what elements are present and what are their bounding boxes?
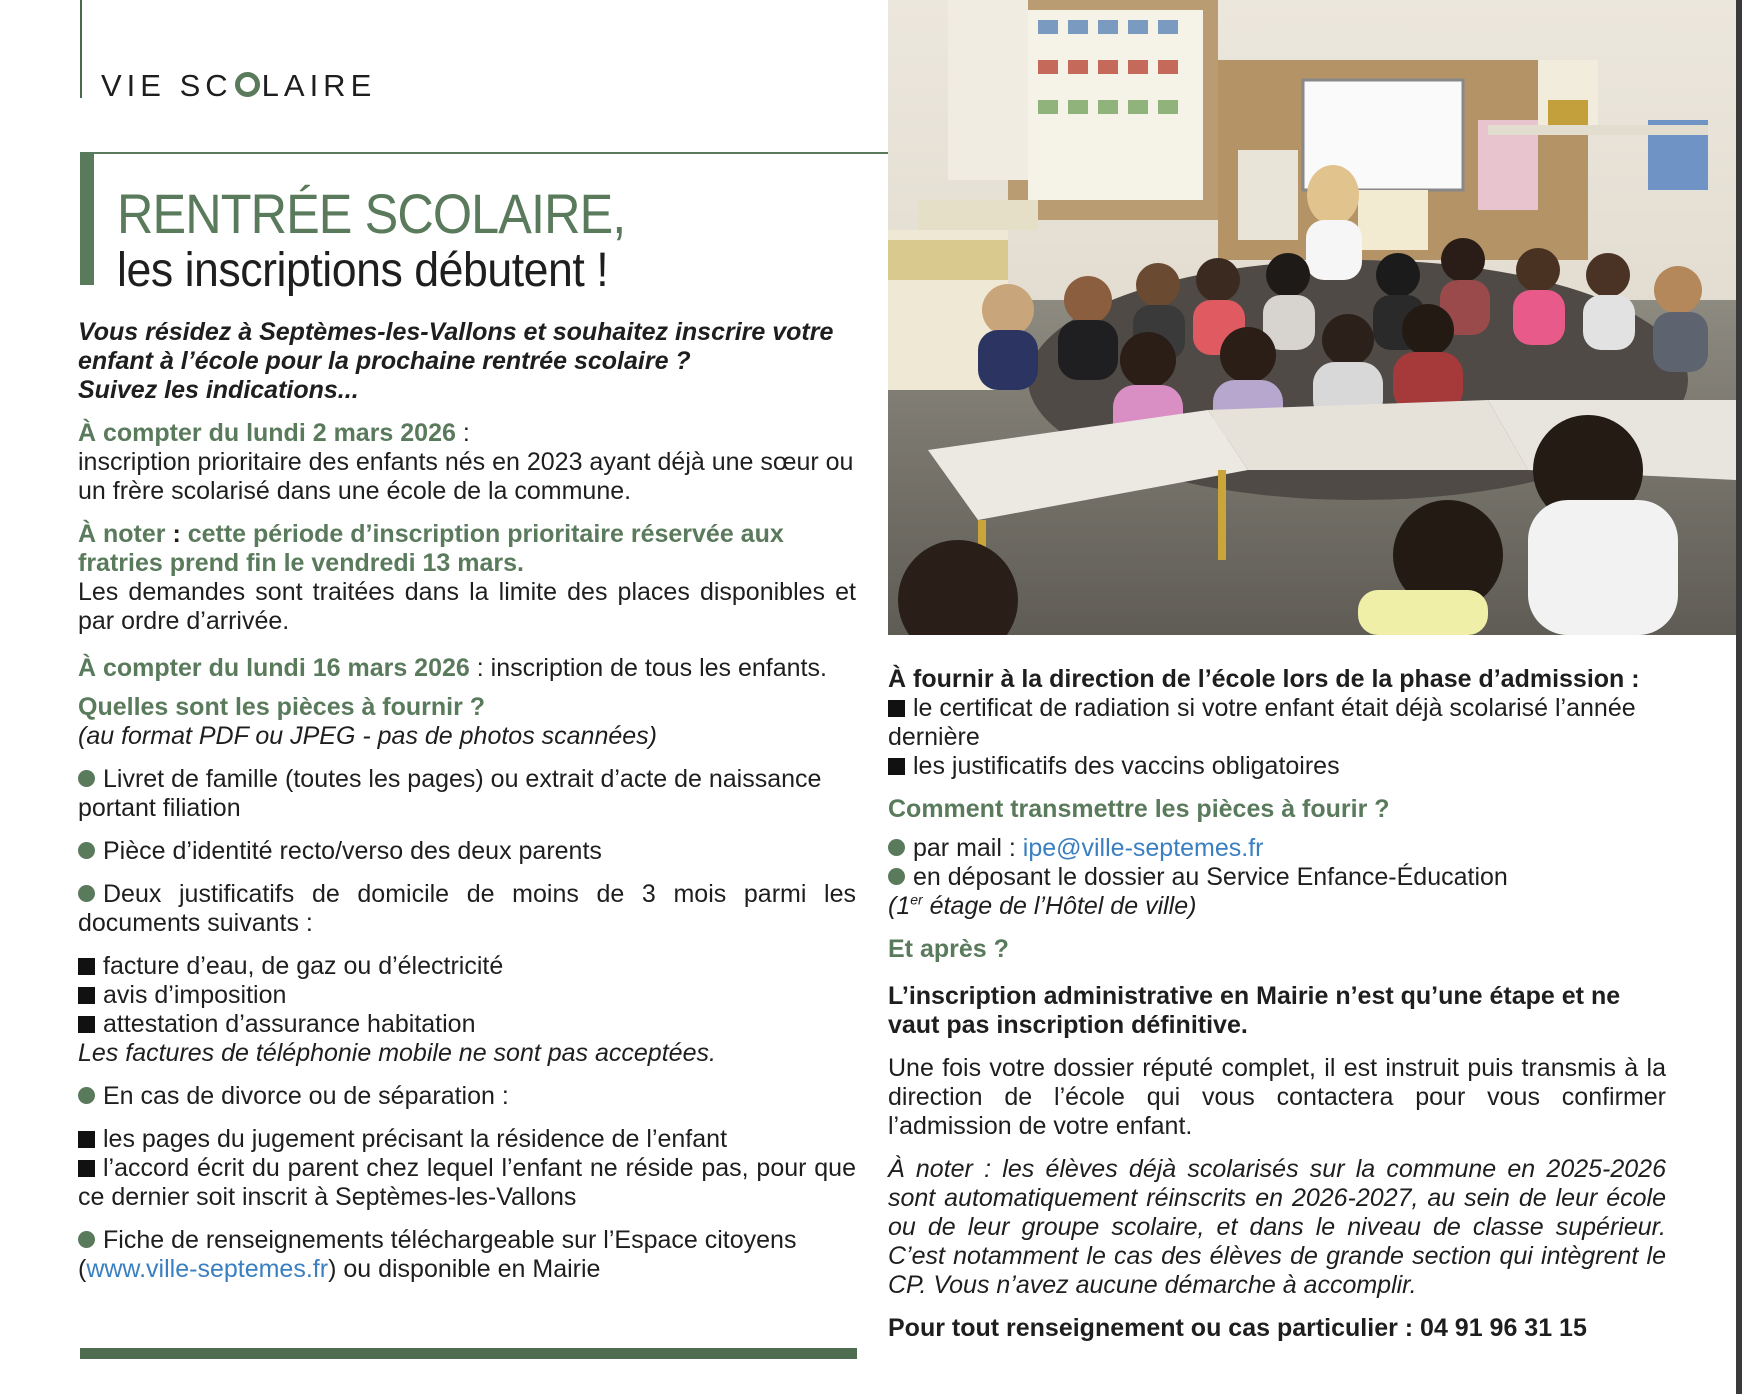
after-bold: L’inscription administrative en Mairie n’est qu’une étape et ne vaut pas inscription définitive.	[888, 982, 1621, 1039]
title-accent-bar	[80, 152, 94, 285]
contact-line: Pour tout renseignement ou cas particulier : 04 91 96 31 15	[888, 1314, 1587, 1342]
sub-item-text: facture d’eau, de gaz ou d’électricité	[103, 952, 504, 980]
page-title: RENTRÉE SCOLAIRE,	[117, 182, 626, 245]
bottom-rule	[80, 1348, 857, 1359]
transmit-heading: Comment transmettre les pièces à fourir ?	[888, 795, 1390, 823]
list-item	[78, 880, 856, 938]
right-column	[888, 665, 1666, 1343]
page-subtitle: les inscriptions débutent !	[117, 244, 609, 297]
list-item	[888, 834, 1666, 863]
section-label: VIE SC LAIRE	[101, 68, 377, 103]
date-heading-1: À compter du lundi 2 mars 2026	[78, 419, 456, 447]
website-link[interactable]: www.ville-septemes.fr	[86, 1255, 329, 1283]
square-bullet-icon	[78, 1131, 95, 1148]
sub-item	[78, 952, 856, 981]
list-item	[78, 837, 856, 866]
floor-open: (1	[888, 892, 911, 920]
list-item-text: en déposant le dossier au Service Enfance-Éducation	[913, 863, 1508, 891]
sub-item-text: avis d’imposition	[103, 981, 287, 1009]
list-item-text: En cas de divorce ou de séparation :	[103, 1082, 509, 1110]
email-link[interactable]: ipe@ville-septemes.fr	[1022, 834, 1264, 862]
after-note: À noter : les élèves déjà scolarisés sur la commune en 2025-2026 sont automatiquement réinscrits en 2026-2027, au sein de leur école ou de leur groupe scolaire, et dans le niveau de classe supérieur. C’est notamment le cas des élèves de grande section qui intègrent le CP. Vous n’avez aucune démarche à accomplir.	[888, 1155, 1666, 1299]
intro-line-1: Vous résidez à Septèmes-les-Vallons et souhaitez inscrire votre	[78, 318, 834, 346]
list-item	[78, 765, 856, 823]
mail-label: par mail :	[913, 834, 1023, 862]
sub-item-text: le certificat de radiation si votre enfant était déjà scolarisé l’année dernière	[888, 694, 1636, 751]
sub-item-text: les pages du jugement précisant la résidence de l’enfant	[103, 1125, 728, 1153]
bullet-icon	[78, 1087, 95, 1104]
date-2-text: : inscription de tous les enfants.	[469, 654, 827, 682]
list-item	[78, 1082, 856, 1111]
note-colon: :	[165, 520, 188, 548]
left-column	[78, 318, 856, 1284]
sub-item-text: les justificatifs des vaccins obligatoires	[913, 752, 1340, 780]
date-heading-1-colon: :	[455, 419, 470, 447]
ring-o-icon	[235, 72, 260, 97]
sub-item	[78, 1154, 856, 1212]
admission-heading: À fournir à la direction de l’école lors de la phase d’admission :	[888, 665, 1640, 693]
list-item	[78, 1226, 856, 1255]
list-item	[888, 863, 1666, 892]
floor-rest: étage de l’Hôtel de ville)	[922, 892, 1197, 920]
intro-line-2: enfant à l’école pour la prochaine rentrée scolaire ?	[78, 347, 691, 375]
square-bullet-icon	[888, 758, 905, 775]
paren-open: (	[78, 1255, 87, 1283]
date-1-text: inscription prioritaire des enfants nés en 2023 ayant déjà une sœur ou un frère scolarisé dans une école de la commune.	[78, 448, 854, 505]
list-item-text-end: ) ou disponible en Mairie	[328, 1255, 601, 1283]
square-bullet-icon	[888, 700, 905, 717]
list-item-text: Pièce d’identité recto/verso des deux parents	[103, 837, 602, 865]
sub-item-text: attestation d’assurance habitation	[103, 1010, 476, 1038]
sub-item	[78, 1125, 856, 1154]
bullet-icon	[78, 770, 95, 787]
square-bullet-icon	[78, 1016, 95, 1033]
square-bullet-icon	[78, 958, 95, 975]
bullet-icon	[888, 868, 905, 885]
title-rule	[82, 152, 888, 154]
bullet-icon	[78, 842, 95, 859]
bullet-icon	[78, 885, 95, 902]
header-rule	[80, 0, 82, 98]
square-bullet-icon	[78, 987, 95, 1004]
sub-item	[888, 752, 1666, 781]
intro-line-3: Suivez les indications...	[78, 376, 359, 404]
bullet-icon	[888, 839, 905, 856]
sub-item-text: l’accord écrit du parent chez lequel l’enfant ne réside pas, pour que ce dernier soit inscrit à Septèmes-les-Vallons	[78, 1154, 856, 1211]
after-heading: Et après ?	[888, 935, 1009, 963]
date-heading-2: À compter du lundi 16 mars 2026	[78, 654, 470, 682]
list-item-text: Deux justificatifs de domicile de moins de 3 mois parmi les documents suivants :	[78, 880, 856, 937]
sub-item	[78, 981, 856, 1010]
note-label: À noter	[78, 520, 166, 548]
note-text-2: Les demandes sont traitées dans la limite des places disponibles et par ordre d’arrivée.	[78, 578, 856, 635]
floor-sup: er	[910, 891, 923, 908]
page-edge	[1736, 0, 1742, 1394]
floor-note	[888, 892, 1666, 921]
note-text: cette période d’inscription prioritaire réservée aux fratries prend fin le vendredi 13 mars.	[78, 520, 784, 577]
sub-note: Les factures de téléphonie mobile ne sont pas acceptées.	[78, 1039, 716, 1067]
sub-item	[78, 1010, 856, 1039]
after-text: Une fois votre dossier réputé complet, il est instruit puis transmis à la direction de l’école qui vous contactera pour vous confirmer l’admission de votre enfant.	[888, 1054, 1666, 1140]
pieces-heading: Quelles sont les pièces à fournir ?	[78, 693, 486, 721]
sub-item	[888, 694, 1666, 752]
pieces-format: (au format PDF ou JPEG - pas de photos scannées)	[78, 722, 657, 750]
list-item-text: Fiche de renseignements téléchargeable sur l’Espace citoyens	[103, 1226, 797, 1254]
classroom-photo	[888, 0, 1736, 635]
list-item-text: Livret de famille (toutes les pages) ou extrait d’acte de naissance portant filiation	[78, 765, 822, 822]
bullet-icon	[78, 1231, 95, 1248]
square-bullet-icon	[78, 1160, 95, 1177]
